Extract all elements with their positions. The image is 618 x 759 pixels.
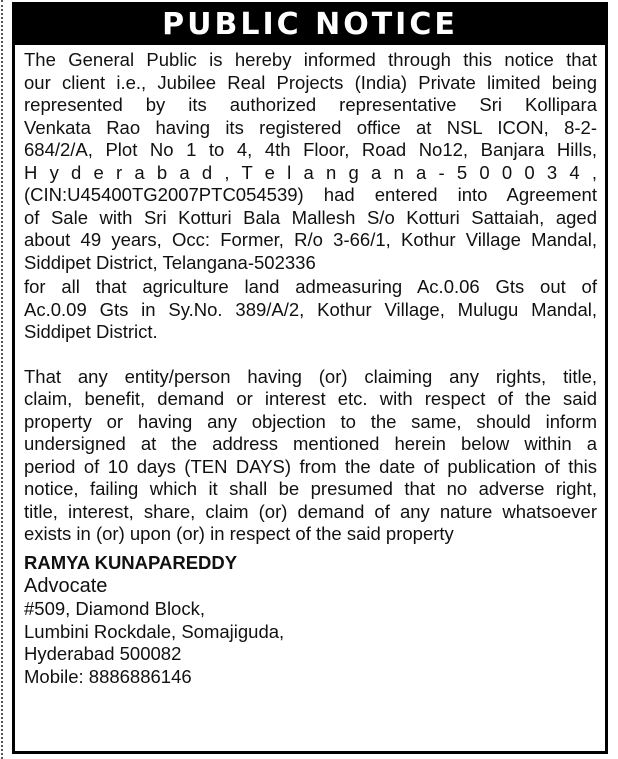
text-line: claim, benefit, demand or interest etc. with respect of the said [24, 388, 597, 409]
text-line: of Sale with Sri Kotturi Bala Mallesh S/o Kotturi Sattaiah, aged [24, 206, 597, 228]
paragraph-gap [24, 344, 597, 366]
text-line: 684/2/A, Plot No 1 to 4, 4th Floor, Road No12, Banjara Hills, [24, 139, 597, 160]
text-line: (CIN:U45400TG2007PTC054539) had entered into Agreement [24, 184, 597, 205]
text-line: exists in (or) upon (or) in respect of the said property [24, 523, 454, 544]
text-line: period of 10 days (TEN DAYS) from the date of publication of this [24, 455, 597, 477]
address-line: Hyderabad 500082 [24, 643, 182, 664]
signatory-role: Advocate [24, 575, 108, 597]
text-line: undersigned at the address mentioned herein below within a [24, 433, 597, 454]
address-line: #509, Diamond Block, [24, 598, 205, 619]
text-line: That any entity/person having (or) claiming any rights, title, [24, 365, 597, 387]
text-line: Siddipet District, Telangana-502336 [24, 251, 316, 273]
text-line: The General Public is hereby informed through this notice that [24, 49, 597, 70]
text-line: Ac.0.09 Gts in Sy.No. 389/A/2, Kothur Village, Mulugu Mandal, [24, 298, 597, 320]
notice-paragraph-agreement [24, 49, 597, 274]
text-line: H y d e r a b a d , T e l a n g a n a - 5 0 0 0 3 4 , [24, 161, 597, 183]
text-line: property or having any objection to the same, should inform [24, 410, 597, 432]
notice-title: PUBLIC NOTICE [15, 5, 605, 45]
notice-paragraph-objection [24, 366, 597, 546]
notice-paragraph-land [24, 276, 597, 344]
notice-body [15, 45, 605, 688]
text-line: represented by its authorized representative Sri Kollipara [24, 94, 597, 115]
text-line: about 49 years, Occ: Former, R/o 3-66/1, Kothur Village Mandal, [24, 229, 597, 250]
signatory-name: RAMYA KUNAPAREDDY [24, 551, 238, 573]
text-line: Venkata Rao having its registered office at NSL ICON, 8-2- [24, 116, 597, 138]
address-line: Lumbini Rockdale, Somajiguda, [24, 620, 285, 642]
text-line: for all that agriculture land admeasuring Ac.0.06 Gts out of [24, 276, 597, 297]
text-line: our client i.e., Jubilee Real Projects (India) Private limited being [24, 71, 597, 93]
text-line: title, interest, share, claim (or) demand of any nature whatsoever [24, 500, 597, 522]
signatory-mobile: Mobile: 8886886146 [24, 665, 192, 687]
page-edge-dotted-border [1, 0, 3, 759]
signatory-address [24, 598, 597, 688]
public-notice [12, 2, 608, 754]
text-line: Siddipet District. [24, 321, 158, 342]
text-line: notice, failing which it shall be presumed that no adverse right, [24, 478, 597, 499]
